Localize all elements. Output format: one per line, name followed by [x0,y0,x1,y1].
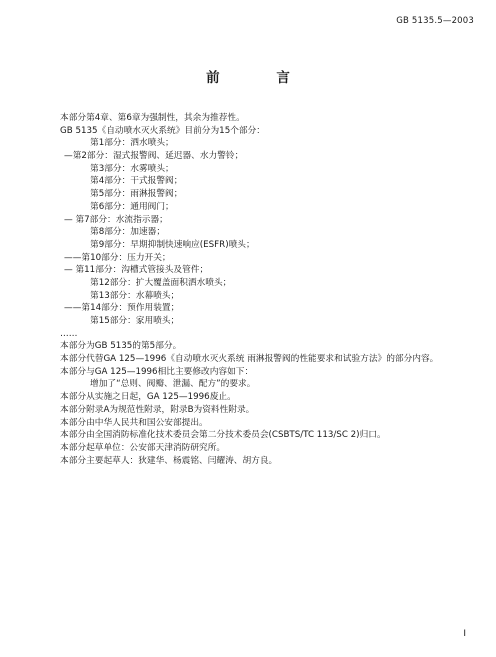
text-line: 本部分代替GA 125—1996《自动喷水灭火系统 雨淋报警阀的性能要求和试验方法》的部分内容。 [60,354,439,365]
text-line: 本部分从实施之日起，GA 125—1996废止。 [60,392,236,403]
text-line: GB 5135《自动喷水灭火系统》目前分为15个部分： [60,125,265,136]
text-line: 增加了“总则、阀瓣、泄漏、配方”的要求。 [90,379,256,390]
part-list-item: ——第14部分：预作用装置； [64,303,180,314]
part-list-item: 第15部分：家用喷头； [90,316,180,326]
part-list-item: 第4部分：干式报警阀； [90,176,183,187]
text-line: 本部分第4章、第6章为强制性，其余为推荐性。 [60,113,245,123]
part-list-item: 第9部分：早期抑制快速响应(ESFR)喷头； [90,239,255,250]
text-line: 本部分为GB 5135的第5部分。 [60,341,182,352]
part-list-item: 第5部分：雨淋报警阀； [90,189,183,200]
part-list-item: 第3部分：水雾喷头； [90,163,174,174]
ellipsis: …… [60,328,78,339]
part-list-item: 第8部分：加速器； [90,227,166,238]
part-list-item: — 第11部分：沟槽式管接头及管件； [64,265,209,276]
foreword-body [60,112,480,467]
text-line: 本部分起草单位：公安部天津消防研究所。 [60,442,226,453]
text-line: 本部分与GA 125—1996相比主要修改内容如下： [60,366,254,377]
part-list-item: 第12部分：扩大覆盖面积洒水喷头； [90,277,232,288]
text-line: 本部分由中华人民共和国公安部提出。 [60,417,208,428]
text-line: 本部分附录A为规范性附录，附录B为资料性附录。 [60,404,255,415]
part-list-item: —第2部分：湿式报警阀、延迟器、水力警铃； [64,151,244,162]
standard-number-header: GB 5135.5—2003 [396,16,474,26]
page-title: 前 言 [206,70,316,86]
part-list-item: 第1部分：洒水喷头； [90,138,174,149]
page-number: I [463,629,466,639]
text-line: 本部分由全国消防标准化技术委员会第二分技术委员会(CSBTS/TC 113/SC 2)归口。 [60,430,386,441]
part-list-item: — 第7部分：水流指示器； [64,214,168,225]
text-line: 本部分主要起草人：狄建华、杨震铭、闫耀涛、胡方良。 [60,455,278,466]
part-list-item: 第6部分：通用阀门； [90,201,174,212]
part-list-item: 第13部分：水幕喷头； [90,290,180,301]
part-list-item: ——第10部分：压力开关； [64,252,171,263]
